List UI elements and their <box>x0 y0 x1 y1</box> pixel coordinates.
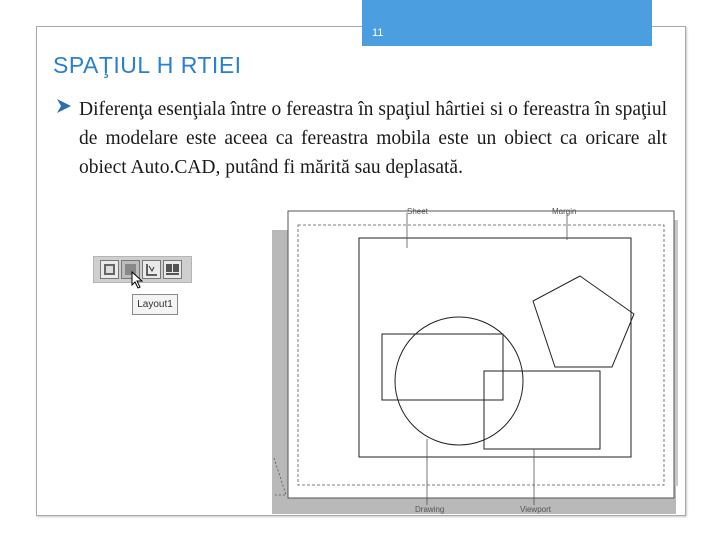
slide-title: SPAŢIUL H RTIEI <box>53 52 242 78</box>
label-drawing: Drawing <box>415 505 445 514</box>
sheet <box>288 211 674 498</box>
paper-space-drawing <box>266 203 680 514</box>
bullet-text: Diferenţa esenţiala între o fereastra în spaţiul hârtiei si o fereastra în spaţiul de modelare este aceea ca fereastra mobila este un obiect ca oricare alt obiect Auto.CAD, putând fi mărită sau deplasată. <box>79 99 667 178</box>
viewports-icon <box>164 261 181 278</box>
model-icon <box>101 261 118 278</box>
paper-space-icon <box>143 261 160 278</box>
layout2-tab-button[interactable] <box>142 260 161 279</box>
header-accent-tab <box>362 0 652 46</box>
page-number: 11 <box>372 27 384 39</box>
paper-space-diagram <box>266 203 680 514</box>
label-viewport: Viewport <box>520 505 551 514</box>
label-margin: Margin <box>552 207 577 216</box>
bullet-arrow-icon <box>55 97 73 115</box>
label-sheet: Sheet <box>407 207 428 216</box>
layout3-tab-button[interactable] <box>163 260 182 279</box>
model-tab-button[interactable] <box>100 260 119 279</box>
layout-tooltip: Layout1 <box>132 294 178 315</box>
mouse-cursor-icon <box>131 271 143 289</box>
